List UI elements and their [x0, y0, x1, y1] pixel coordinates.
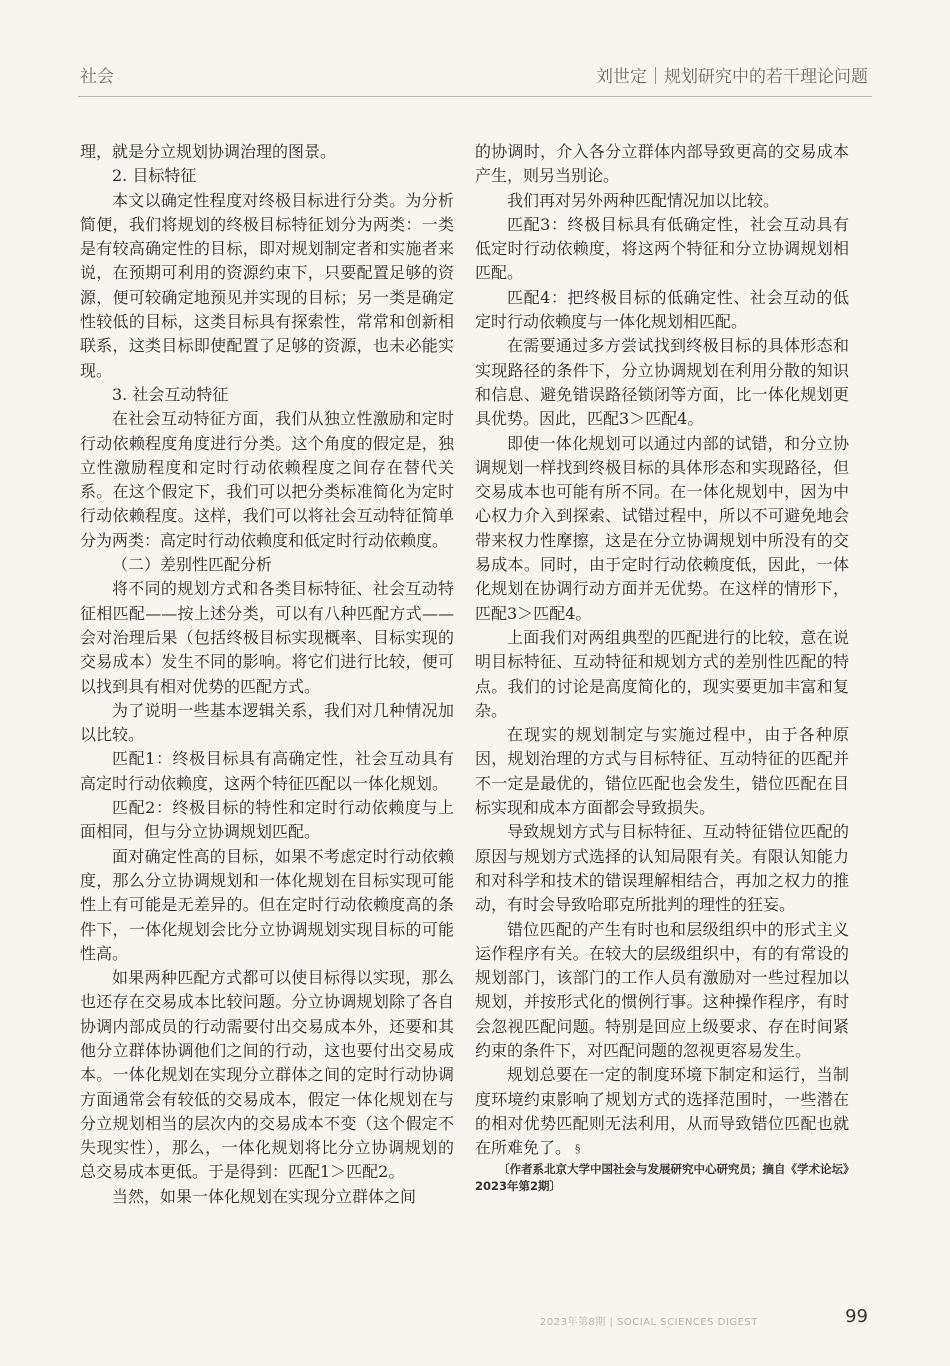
last-paragraph	[475, 1063, 849, 1161]
paragraph: 为了说明一些基本逻辑关系，我们对几种情况加以比较。	[80, 700, 454, 745]
paragraph-text: 规划总要在一定的制度环境下制定和运行，当制度环境约束影响了规划方式的选择范围时，一些潜在的相对优势匹配则无法利用，从而导致错位匹配也就在所难免了。	[475, 1065, 849, 1158]
footer-journal-name: 2023年第8期 | SOCIAL SCIENCES DIGEST	[540, 1317, 758, 1328]
section-heading: （二）差别性匹配分析	[112, 555, 273, 575]
section-heading: 2. 目标特征	[112, 166, 197, 186]
paragraph: 即使一体化规划可以通过内部的试错，和分立协调规划一样找到终极目标的具体形态和实现路径，但交易成本也可能有所不同。在一体化规划中，因为中心权力介入到探索、试错过程中，所以不可避免地会带来权力性摩擦，这是在分立协调规划中所没有的交易成本。同时，由于定时行动依赖度低，因此，一体化规划在协调行动方面并无优势。在这样的情形下，匹配3＞匹配4。	[475, 433, 849, 623]
page-number: 99	[845, 1306, 868, 1327]
paragraph: 导致规划方式与目标特征、互动特征错位匹配的原因与规划方式选择的认知局限有关。有限认知能力和对科学和技术的错误理解相结合，再加之权力的推动，有时会导致哈耶克所批判的理性的狂妄。	[475, 822, 849, 915]
paragraph: 匹配3：终极目标具有低确定性，社会互动具有低定时行动依赖度，将这两个特征和分立协调规划相匹配。	[475, 214, 849, 283]
paragraph: 当然，如果一体化规划在实现分立群体之间	[112, 1186, 417, 1206]
paragraph: 如果两种匹配方式都可以使目标得以实现，那么也还存在交易成本比较问题。分立协调规划除了各自协调内部成员的行动需要付出交易成本外，还要和其他分立群体协调他们之间的行动，这也要付出交易成本。一体化规划在实现分立群体之间的定时行动协调方面通常会有较低的交易成本，假定一体化规划在与分立规划相当的层次内的交易成本不变（这个假定不失现实性），那么，一体化规划将比分立协调规划的总交易成本更低。于是得到：匹配1＞匹配2。	[80, 968, 454, 1182]
header-divider	[78, 96, 872, 97]
paragraph: 理，就是分立规划协调治理的图景。	[80, 142, 337, 161]
paragraph: 匹配4：把终极目标的低确定性、社会互动的低定时行动依赖度与一体化规划相匹配。	[475, 287, 849, 332]
header-article-title: 刘世定｜规划研究中的若干理论问题	[596, 67, 868, 87]
end-mark-icon: §	[575, 1142, 581, 1156]
right-text-column	[475, 140, 849, 1195]
left-text-column	[80, 140, 454, 1209]
paragraph: 匹配2：终极目标的特性和定时行动依赖度与上面相同，但与分立协调规划匹配。	[80, 798, 454, 842]
paragraph: 在需要通过多方尝试找到终极目标的具体形态和实现路径的条件下，分立协调规划在利用分散的知识和信息、避免错误路径锁闭等方面，比一体化规划更具优势。因此，匹配3＞匹配4。	[475, 336, 849, 429]
paragraph: 将不同的规划方式和各类目标特征、社会互动特征相匹配——按上述分类，可以有八种匹配方式——会对治理后果（包括终极目标实现概率、目标实现的交易成本）发生不同的影响。将它们进行比较，便可以找到具有相对优势的匹配方式。	[80, 579, 454, 696]
paragraph: 错位匹配的产生有时也和层级组织中的形式主义运作程序有关。在较大的层级组织中，有的有常设的规划部门，该部门的工作人员有激励对一些过程加以规划，并按形式化的惯例行事。这种操作程序，有时会忽视匹配问题。特别是回应上级要求、存在时间紧约束的条件下，对匹配问题的忽视更容易发生。	[475, 919, 849, 1060]
section-heading: 3. 社会互动特征	[112, 384, 229, 404]
paragraph: 本文以确定性程度对终极目标进行分类。为分析简便，我们将规划的终极目标特征划分为两类：一类是有较高确定性的目标，即对规划制定者和实施者来说，在预期可利用的资源约束下，只要配置足够的资源，便可较确定地预见并实现的目标；另一类是确定性较低的目标，这类目标具有探索性，常常和创新相联系，这类目标即使配置了足够的资源，也未必能实现。	[80, 190, 454, 380]
paragraph: 匹配1：终极目标具有高确定性，社会互动具有高定时行动依赖度，这两个特征匹配以一体化规划。	[80, 749, 454, 793]
paragraph: 的协调时，介入各分立群体内部导致更高的交易成本产生，则另当别论。	[475, 142, 849, 186]
paragraph: 在社会互动特征方面，我们从独立性激励和定时行动依赖程度角度进行分类。这个角度的假定是，独立性激励程度和定时行动依赖程度之间存在替代关系。在这个假定下，我们可以把分类标准简化为定时行动依赖程度。这样，我们可以将社会互动特征简单分为两类：高定时行动依赖度和低定时行动依赖度。	[80, 409, 454, 550]
paragraph: 上面我们对两组典型的匹配进行的比较，意在说明目标特征、互动特征和规划方式的差别性匹配的特点。我们的讨论是高度简化的，现实要更加丰富和复杂。	[475, 627, 849, 720]
paragraph: 在现实的规划制定与实施过程中，由于各种原因，规划治理的方式与目标特征、互动特征的匹配并不一定是最优的，错位匹配也会发生，错位匹配在目标实现和成本方面都会导致损失。	[475, 725, 849, 818]
paragraph: 面对确定性高的目标，如果不考虑定时行动依赖度，那么分立协调规划和一体化规划在目标实现可能性上有可能是无差异的。但在定时行动依赖度高的条件下，一体化规划会比分立协调规划实现目标的可能性高。	[80, 846, 454, 963]
paragraph: 我们再对另外两种匹配情况加以比较。	[507, 190, 780, 210]
source-note: 〔作者系北京大学中国社会与发展研究中心研究员；摘自《学术论坛》2023年第2期〕	[475, 1162, 849, 1194]
header-section-label: 社会	[80, 67, 114, 87]
